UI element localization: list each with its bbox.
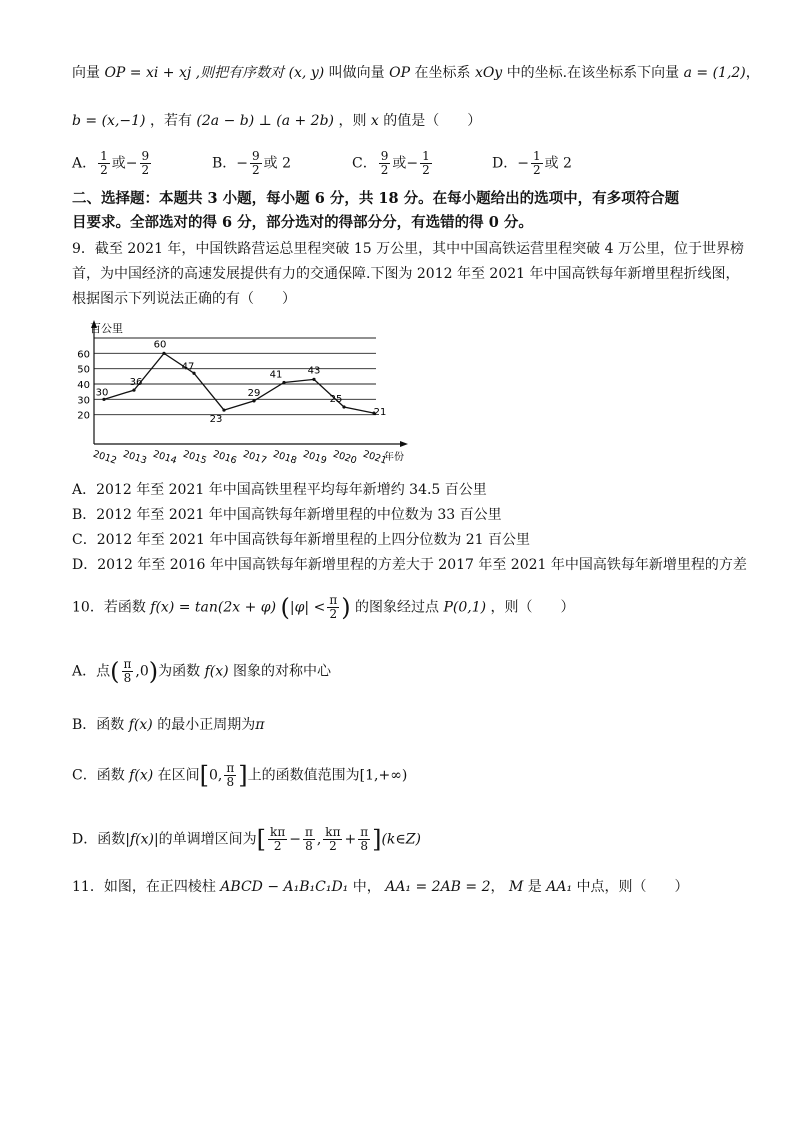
q8-stem-line1 [72, 62, 760, 84]
bracket-close: ] [372, 825, 382, 854]
math-expr: AA₁ [546, 879, 573, 895]
q9-stem-line1: 9．截至 2021 年，中国铁路营运总里程突破 15 万公里，其中中国高铁运营里程突破 4 万公里，位于世界榜 [72, 241, 744, 257]
text: 中， [352, 879, 381, 895]
math-expr: f(x) [204, 663, 229, 680]
fraction: $\frac{\pi}{8}$ [123, 657, 132, 685]
text: 或 2 [544, 155, 572, 172]
data-point [342, 405, 345, 408]
fraction: $\frac{9}{2}$ [141, 149, 150, 177]
text: 的单调增区间为 [158, 831, 257, 848]
bracket-open: [ [256, 825, 267, 854]
text: − [517, 155, 529, 172]
fraction: $\frac{\pi}{8}$ [226, 761, 235, 789]
text: B．函数 [72, 717, 125, 733]
text: 中点，则（ ） [576, 879, 689, 895]
math-expr: f(x) [129, 767, 154, 784]
data-label: 23 [209, 414, 223, 426]
text: − [406, 155, 419, 172]
data-point [222, 408, 225, 411]
text: − [289, 831, 301, 848]
q10-option-c[interactable] [72, 762, 407, 789]
text: 是 [527, 879, 542, 895]
math-expr: |φ| < [289, 599, 326, 616]
q8-option-b[interactable] [212, 150, 291, 177]
text: 的值是（ ） [383, 113, 482, 129]
data-point [132, 389, 135, 392]
text: 或 [111, 155, 126, 172]
option-label: D． [492, 155, 518, 172]
text: C．函数 [72, 767, 125, 784]
data-label: 36 [129, 377, 143, 389]
data-label: 47 [181, 361, 195, 373]
q10-stem [72, 594, 575, 621]
y-tick-label: 60 [77, 349, 90, 361]
math-expr: OP = xi + xj ,则把有序数对 [104, 65, 285, 81]
fraction: $\frac{1}{2}$ [422, 149, 430, 177]
text: 或 2 [263, 155, 292, 172]
math-expr: (k∈Z) [381, 831, 421, 848]
text: 或 [392, 155, 407, 172]
math-expr: P(0,1) [443, 599, 487, 616]
math-expr: f(x) [128, 717, 153, 733]
text: ，则 [338, 113, 367, 129]
x-tick-label: 2013 [121, 448, 148, 467]
x-tick-label: 2021 [361, 448, 388, 467]
section-heading-line1: 二、选择题：本题共 3 小题，每小题 6 分，共 18 分。在每小题给出的选项中，有多项符合题 [72, 190, 680, 207]
data-label: 43 [307, 365, 321, 377]
chart-data-labels [96, 339, 387, 425]
paren-close: ) [148, 657, 159, 686]
text: ， [490, 879, 505, 895]
math-expr: OP [389, 65, 411, 81]
x-tick-label: 2016 [211, 448, 238, 467]
data-label: 25 [329, 394, 343, 405]
q8-option-d[interactable] [492, 150, 572, 177]
data-point [252, 399, 255, 402]
fraction: $\frac{\pi}{8}$ [304, 825, 313, 853]
text: 在区间 [157, 767, 200, 784]
option-label: C． [352, 155, 377, 172]
text: 的最小正周期为 [157, 717, 256, 733]
math-expr: M [508, 879, 524, 895]
q9-option-a[interactable]: A．2012 年至 2021 年中国高铁里程平均每年新增约 34.5 百公里 [72, 482, 487, 498]
data-label: 30 [95, 387, 109, 399]
q10-option-d[interactable] [72, 826, 421, 853]
math-expr: x [370, 113, 379, 129]
math-expr: AA₁ = 2AB = 2 [385, 879, 491, 895]
x-tick-label: 2012 [91, 448, 118, 467]
line-chart [72, 318, 412, 468]
q9-stem-line2: 首，为中国经济的高速发展提供有力的交通保障.下图为 2012 年至 2021 年中国高铁每年新增里程折线图， [72, 266, 740, 282]
text: ,0 [135, 663, 149, 680]
math-expr: (2a − b) ⊥ (a + 2b) [196, 113, 335, 129]
x-tick-label: 2017 [241, 448, 268, 467]
math-expr: xOy [474, 65, 503, 81]
x-tick-label: 2018 [271, 448, 298, 467]
section-heading-line2: 目要求。全部选对的得 6 分，部分选对的得部分分，有选错的得 0 分。 [72, 214, 533, 231]
x-tick-label: 2015 [181, 448, 208, 467]
paren-close: ) [341, 593, 351, 622]
math-expr: f(x) = tan(2x + φ) [150, 599, 277, 616]
fraction: $\frac{1}{2}$ [100, 149, 108, 177]
text: D．函数 [72, 831, 126, 848]
text: 中的坐标.在该坐标系下向量 [506, 65, 680, 81]
chart-y-label: 百公里 [90, 322, 123, 335]
q9-option-d[interactable]: D．2012 年至 2016 年中国高铁每年新增里程的方差大于 2017 年至 2021 年中国高铁每年新增里程的方差 [72, 557, 747, 573]
chart-x-label: 年份 [384, 452, 404, 463]
y-tick-label: 30 [77, 395, 90, 407]
text: 向量 [72, 65, 100, 81]
math-expr: b = (x,−1) [72, 113, 146, 129]
option-label: A． [72, 155, 97, 172]
q9-option-b[interactable]: B．2012 年至 2021 年中国高铁每年新增里程的中位数为 33 百公里 [72, 507, 502, 523]
q8-option-c[interactable] [352, 150, 434, 177]
q11-stem [72, 876, 689, 898]
text: 叫做向量 [328, 65, 385, 81]
q9-stem-line3: 根据图示下列说法正确的有（ ） [72, 291, 296, 307]
fraction: $\frac{\pi}{2}$ [329, 593, 338, 621]
y-tick-label: 40 [77, 380, 90, 391]
fraction: $\frac{9}{2}$ [380, 149, 389, 177]
fraction: $\frac{\pi}{8}$ [360, 825, 369, 853]
text: 11．如图，在正四棱柱 [72, 879, 216, 895]
text: ，则（ ） [490, 599, 575, 616]
text: 上的函数值范围为 [247, 767, 360, 784]
q10-option-b[interactable] [72, 714, 264, 736]
text: 的图象经过点 [355, 599, 440, 616]
text: 图象的对称中心 [233, 663, 332, 680]
text: 10．若函数 [72, 599, 146, 616]
math-expr: [1,+∞) [359, 767, 408, 784]
q8-stem-line2 [72, 110, 481, 132]
chart-x-ticks [92, 449, 388, 467]
text: , [316, 831, 322, 848]
x-tick-label: 2019 [301, 448, 328, 467]
bracket-close: ] [238, 761, 248, 790]
paren-open: ( [110, 657, 120, 686]
y-tick-label: 20 [77, 410, 90, 422]
math-expr: a = (1,2) [683, 65, 746, 81]
q10-option-a[interactable] [72, 658, 331, 685]
fraction: $\frac{9}{2}$ [252, 149, 260, 177]
x-axis-arrow [400, 441, 408, 447]
data-point [162, 352, 165, 355]
math-expr: π [255, 717, 265, 733]
text: ，若有 [149, 113, 192, 129]
data-point [282, 381, 285, 384]
math-expr: (x, y) [288, 65, 325, 81]
math-expr: ABCD − A₁B₁C₁D₁ [220, 879, 349, 895]
text: + [344, 831, 357, 848]
text: 为函数 [158, 663, 201, 680]
chart-y-ticks [77, 349, 90, 421]
data-label: 21 [373, 407, 387, 419]
paren-open: ( [280, 593, 290, 622]
text: 0, [209, 767, 223, 784]
q8-option-a[interactable] [72, 150, 153, 177]
math-expr: |f(x)| [125, 831, 159, 848]
data-label: 60 [153, 339, 167, 351]
x-tick-label: 2014 [151, 448, 178, 467]
q9-option-c[interactable]: C．2012 年至 2021 年中国高铁每年新增里程的上四分位数为 21 百公里 [72, 532, 531, 548]
fraction: $\frac{1}{2}$ [532, 149, 541, 177]
text: A．点 [72, 663, 111, 680]
fraction: $\frac{k\pi}{2}$ [325, 825, 341, 853]
text: 在坐标系 [414, 65, 471, 81]
x-tick-label: 2020 [331, 448, 358, 467]
y-tick-label: 50 [77, 364, 90, 376]
text: − [236, 155, 249, 172]
text: − [125, 155, 138, 172]
fraction: $\frac{k\pi}{2}$ [270, 825, 286, 853]
text: ， [745, 65, 760, 81]
data-label: 41 [269, 369, 283, 381]
data-label: 29 [247, 387, 261, 399]
bracket-open: [ [199, 761, 210, 790]
option-label: B． [212, 155, 237, 172]
data-point [312, 378, 315, 381]
